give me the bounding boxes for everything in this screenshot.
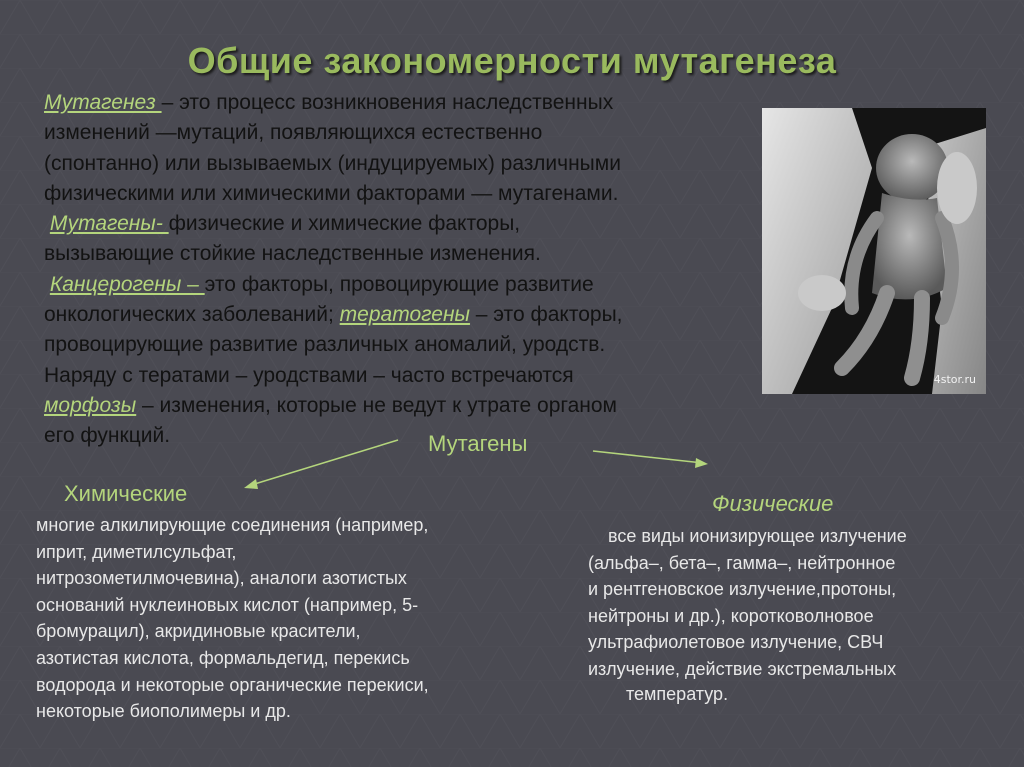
- text-line: иприт, диметилсульфат,: [36, 541, 237, 562]
- text-line: излучение, действие экстремальных: [588, 658, 897, 679]
- text-line: это факторы, провоцирующие развитие: [204, 272, 594, 296]
- text-line: физическими или химическими факторами — мутагенами.: [44, 181, 619, 205]
- text-line: некоторые биополимеры и др.: [36, 701, 291, 722]
- definition-carcinogens: [44, 270, 764, 452]
- chemical-list: [36, 512, 556, 725]
- term-mutagens: Мутагены-: [49, 212, 169, 236]
- term-morphoses: морфозы: [44, 393, 137, 417]
- text-line: ультрафиолетовое излучение, СВЧ: [588, 632, 884, 653]
- text-line: (спонтанно) или вызываемых (индуцируемых) различными: [44, 151, 621, 175]
- definitions-block: [44, 88, 764, 452]
- photo-credit: 4stor.ru: [933, 373, 976, 386]
- text-line: азотистая кислота, формальдегид, перекись: [36, 647, 410, 668]
- text-line: (альфа–, бета–, гамма–, нейтронное: [588, 552, 896, 573]
- mutagens-label: Мутагены: [428, 431, 528, 456]
- text-line: бромурацил), акридиновые красители,: [36, 621, 361, 642]
- slide-title: Общие закономерности мутагенеза: [187, 40, 837, 81]
- text-line: онкологических заболеваний;: [44, 303, 340, 327]
- chemical-heading: Химические: [64, 481, 188, 506]
- dash: –: [161, 91, 180, 114]
- text-line: нейтроны и др.), коротковолновое: [588, 605, 874, 626]
- text-line: водорода и некоторые органические перекиси,: [36, 674, 429, 695]
- term-carcinogens: Канцерогены –: [49, 272, 205, 296]
- text-line: оснований нуклеиновых кислот (например, 5-: [36, 594, 419, 615]
- definition-mutagenesis: [44, 88, 764, 209]
- text-line: Наряду с тератами – уродствами – часто встречаются: [44, 363, 574, 387]
- text-line: и рентгеновское излучение,протоны,: [588, 579, 897, 600]
- physical-heading: Физические: [712, 491, 834, 516]
- photo-illustration: [762, 108, 986, 394]
- term-teratogens: тератогены: [339, 303, 470, 327]
- text-line: физические и химические факторы,: [168, 212, 521, 236]
- text-line: это процесс возникновения наследственных: [179, 91, 614, 114]
- definition-mutagens: [44, 209, 764, 270]
- term-mutagenesis: Мутагенез: [44, 91, 162, 114]
- text-line: температур.: [626, 683, 729, 704]
- text-line: многие алкилирующие соединения (например,: [36, 515, 429, 535]
- text-line: – изменения, которые не ведут к утрате органом: [136, 393, 617, 417]
- text-line: провоцирующие развитие различных аномалий, уродств.: [44, 333, 606, 357]
- text-line: – это факторы,: [469, 303, 623, 327]
- physical-list: [588, 523, 1008, 705]
- text-line: нитрозометилмочевина), аналоги азотистых: [36, 568, 407, 589]
- text-line: все виды ионизирующее излучение: [608, 526, 907, 546]
- text-line: изменений —мутаций, появляющихся естественно: [44, 121, 543, 145]
- text-line: его функций.: [44, 424, 171, 448]
- photo-malformed-infant: [762, 108, 986, 394]
- text-line: вызывающие стойкие наследственные изменения.: [44, 242, 541, 266]
